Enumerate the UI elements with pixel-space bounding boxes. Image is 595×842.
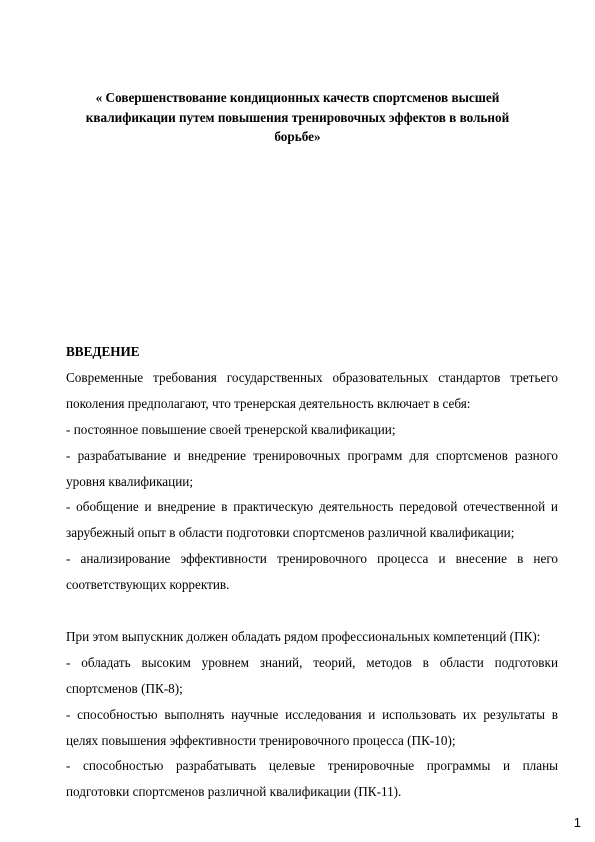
paragraph-spacer: [66, 598, 558, 624]
document-title: « Совершенствование кондиционных качеств спортсменов высшей квалификации путем повышения тренировочных эффектов в вольной борьбе»: [85, 90, 510, 144]
intro-paragraph: Современные требования государственных образовательных стандартов третьего поколения предполагают, что тренерская деятельность включает в себя:: [66, 369, 558, 411]
competency-item: - способностью разрабатывать целевые тренировочные программы и планы подготовки спортсменов различной квалификации (ПК-11).: [66, 758, 558, 800]
document-body: [66, 339, 558, 805]
competencies-intro: При этом выпускник должен обладать рядом профессиональных компетенций (ПК):: [66, 628, 541, 644]
activity-item: - анализирование эффективности тренировочного процесса и внесение в него соответствующих корректив.: [66, 551, 558, 593]
activity-item: - постоянное повышение своей тренерской квалификации;: [66, 421, 396, 437]
activity-item: - разрабатывание и внедрение тренировочных программ для спортсменов разного уровня квалификации;: [66, 447, 558, 489]
page-number: 1: [573, 815, 581, 830]
competency-item: - обладать высоким уровнем знаний, теорий, методов в области подготовки спортсменов (ПК-8);: [66, 654, 558, 696]
activity-item: - обобщение и внедрение в практическую деятельность передовой отечественной и зарубежный опыт в области подготовки спортсменов различной квалификации;: [66, 499, 558, 541]
section-heading: ВВЕДЕНИЕ: [66, 344, 140, 359]
competency-item: - способностью выполнять научные исследования и использовать их результаты в целях повышения эффективности тренировочного процесса (ПК-10);: [66, 706, 558, 748]
